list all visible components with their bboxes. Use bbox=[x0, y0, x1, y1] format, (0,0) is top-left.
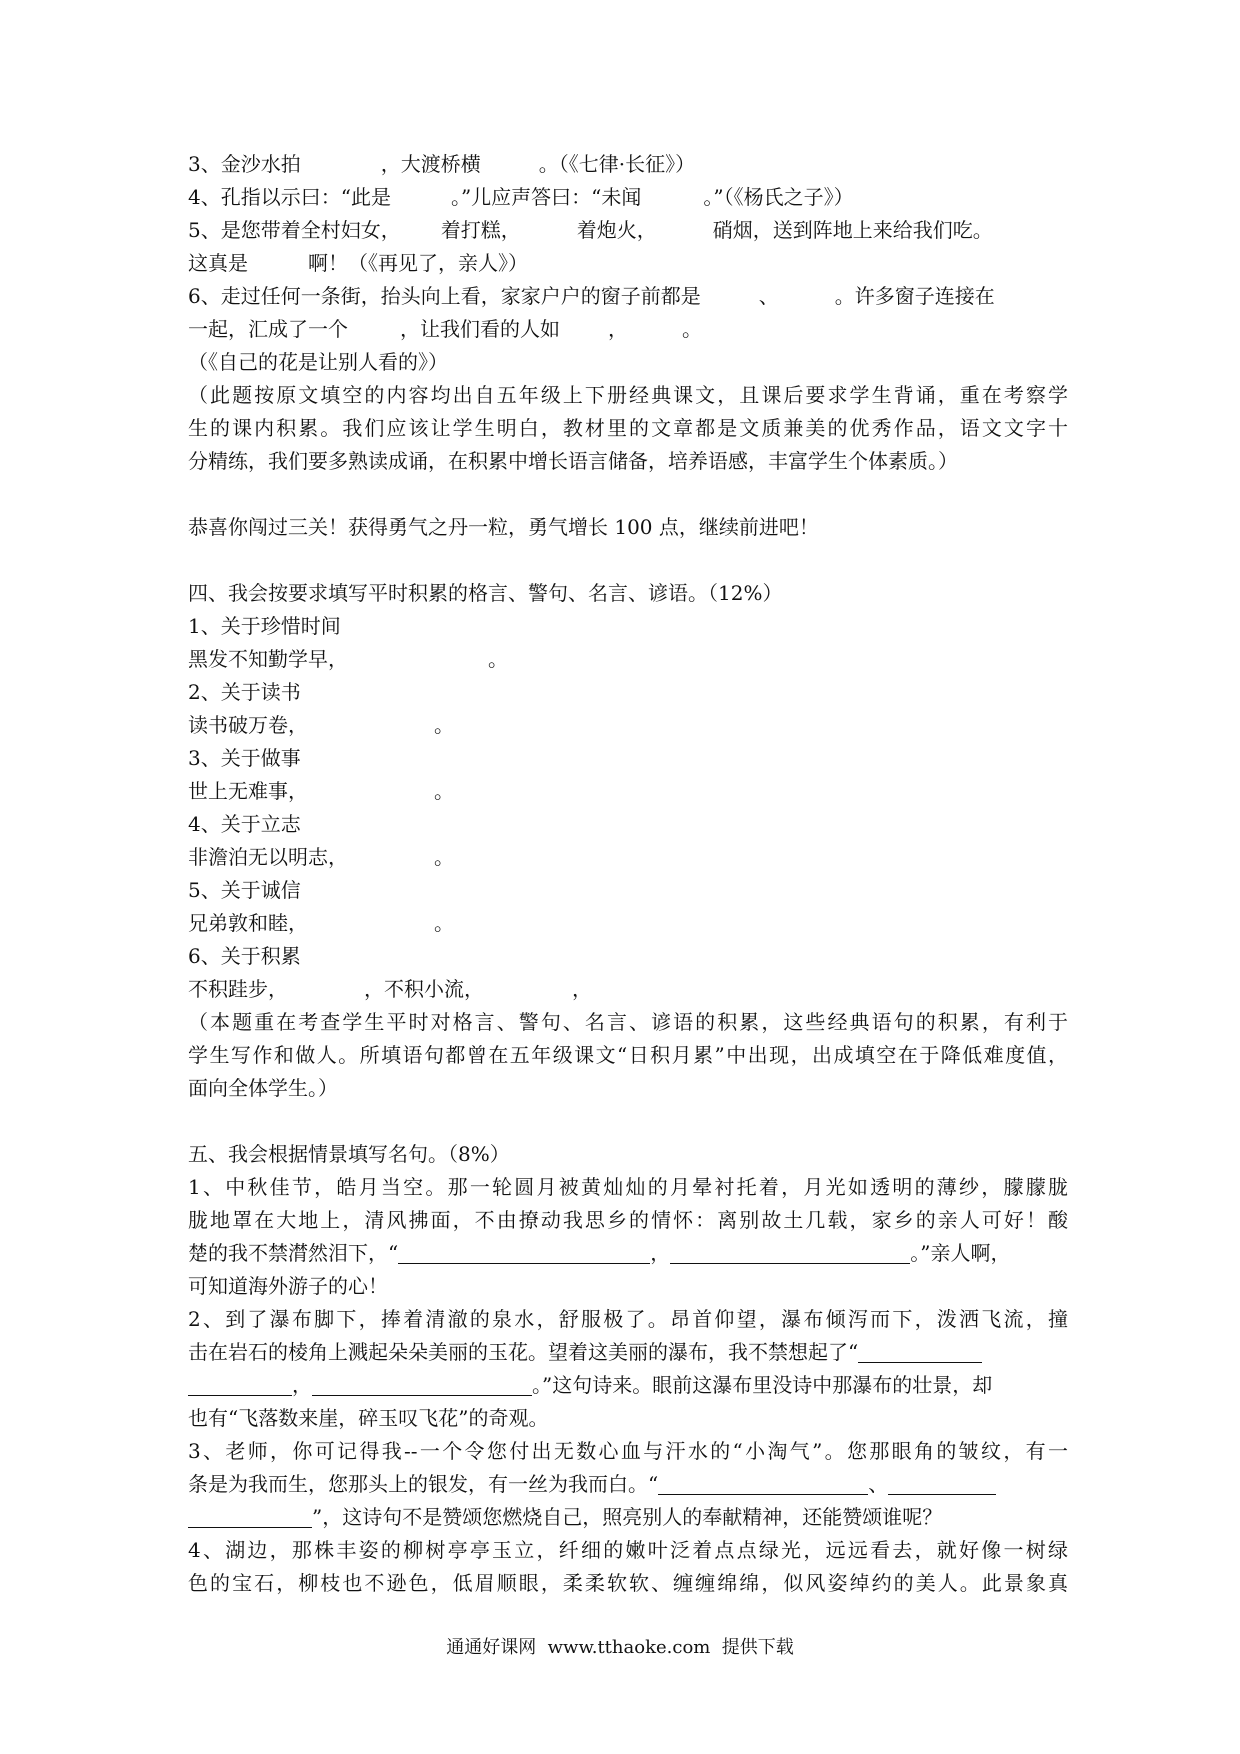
section-5-q1-line4: 可知道海外游子的心！ bbox=[188, 1274, 388, 1298]
section-4-item6-prompt: 不积跬步， ，不积小流， ， bbox=[188, 977, 592, 1001]
document-page bbox=[188, 148, 1068, 1600]
section-5-q2-line3: ， 。”这句诗来。眼前这瀑布里没诗中那瀑布的壮景，却 bbox=[188, 1369, 1068, 1402]
teacher-note-4-line1: （本题重在考查学生平时对格言、警句、名言、谚语的积累，这些经典语句的积累，有利于 bbox=[188, 1010, 1068, 1034]
answer-blank[interactable] bbox=[658, 1474, 868, 1495]
answer-blank[interactable] bbox=[888, 1474, 996, 1495]
section-5-q4-line2: 色的宝石，柳枝也不逊色，低眉顺眼，柔柔软软、缠缠绵绵，似风姿绰约的美人。此景象真 bbox=[188, 1571, 1068, 1595]
section-4-item1-topic: 1、关于珍惜时间 bbox=[188, 614, 341, 638]
section-4-item1-prompt: 黑发不知勤学早， 。 bbox=[188, 647, 508, 671]
section-4-item4-topic: 4、关于立志 bbox=[188, 812, 301, 836]
teacher-note-3-line1: （此题按原文填空的内容均出自五年级上下册经典课文，且课后要求学生背诵，重在考察学 bbox=[188, 383, 1068, 407]
section-4-item3-topic: 3、关于做事 bbox=[188, 746, 301, 770]
answer-blank[interactable] bbox=[670, 1243, 910, 1264]
question-3-5: 5、是您带着全村妇女， 着打糕， 着炮火， 硝烟，送到阵地上来给我们吃。 bbox=[188, 218, 993, 242]
section-5-q4-line1: 4、湖边，那株丰姿的柳树亭亭玉立，纤细的嫩叶泛着点点绿光，远远看去，就好像一树绿 bbox=[188, 1538, 1068, 1562]
page-footer: 通通好课网 www.tthaoke.com 提供下载 bbox=[446, 1637, 794, 1658]
section-5-q1-line2: 胧地罩在大地上，清风拂面，不由撩动我思乡的情怀：离别故土几载，家乡的亲人可好！酸 bbox=[188, 1208, 1068, 1232]
teacher-note-4-line3: 面向全体学生。） bbox=[188, 1076, 338, 1100]
section-5-q3-line3: ”，这诗句不是赞颂您燃烧自己，照亮别人的奉献精神，还能赞颂谁呢？ bbox=[188, 1501, 1068, 1534]
section-4-item2-topic: 2、关于读书 bbox=[188, 680, 301, 704]
answer-blank[interactable] bbox=[858, 1342, 982, 1363]
section-4-item6-topic: 6、关于积累 bbox=[188, 944, 301, 968]
section-5-q1-line3: 楚的我不禁潸然泪下，“ ， 。”亲人啊， bbox=[188, 1241, 1011, 1265]
section-4-item5-topic: 5、关于诚信 bbox=[188, 878, 301, 902]
question-3-6: 6、走过任何一条街，抬头向上看，家家户户的窗子前都是 、 。许多窗子连接在 bbox=[188, 284, 995, 308]
answer-blank[interactable] bbox=[312, 1375, 532, 1396]
section-5-q2-line4: 也有“飞落数来崖，碎玉叹飞花”的奇观。 bbox=[188, 1406, 549, 1430]
section-4-item3-prompt: 世上无难事， 。 bbox=[188, 779, 454, 803]
question-3-4: 4、孔指以示曰：“此是 。”儿应声答曰：“未闻 。”（《杨氏之子》） bbox=[188, 185, 854, 209]
question-3-6-cont: 一起，汇成了一个 ，让我们看的人如 ， 。 bbox=[188, 317, 702, 341]
section-5-q2-line2: 击在岩石的棱角上溅起朵朵美丽的玉花。望着这美丽的瀑布，我不禁想起了“ bbox=[188, 1336, 1068, 1369]
section-5-q3-line1: 3、老师，你可记得我--一个令您付出无数心血与汗水的“小淘气”。您那眼角的皱纹，有一 bbox=[188, 1439, 1068, 1463]
answer-blank[interactable] bbox=[188, 1375, 292, 1396]
section-4-item4-prompt: 非澹泊无以明志， 。 bbox=[188, 845, 454, 869]
answer-blank[interactable] bbox=[398, 1243, 650, 1264]
section-4-title: 四、我会按要求填写平时积累的格言、警句、名言、谚语。（12%） bbox=[188, 581, 783, 605]
teacher-note-4-line2: 学生写作和做人。所填语句都曾在五年级课文“日积月累”中出现，出成填空在于降低难度值， bbox=[188, 1043, 1068, 1067]
section-5-q2-line1: 2、到了瀑布脚下，捧着清澈的泉水，舒服极了。昂首仰望，瀑布倾泻而下，泼洒飞流，撞 bbox=[188, 1307, 1068, 1331]
answer-blank[interactable] bbox=[188, 1507, 312, 1528]
section-5-q1-line1: 1、中秋佳节，皓月当空。那一轮圆月被黄灿灿的月晕衬托着，月光如透明的薄纱，朦朦胧 bbox=[188, 1175, 1068, 1199]
teacher-note-3-line3: 分精练，我们要多熟读成诵，在积累中增长语言储备，培养语感，丰富学生个体素质。） bbox=[188, 449, 958, 473]
question-3-6-source: （《自己的花是让别人看的》） bbox=[188, 350, 448, 374]
teacher-note-3-line2: 生的课内积累。我们应该让学生明白，教材里的文章都是文质兼美的优秀作品，语文文字十 bbox=[188, 416, 1068, 440]
section-4-item2-prompt: 读书破万卷， 。 bbox=[188, 713, 454, 737]
question-3-3: 3、金沙水拍 ，大渡桥横 。（《七律·长征》） bbox=[188, 152, 696, 176]
section-5-title: 五、我会根据情景填写名句。（8%） bbox=[188, 1142, 510, 1166]
section-4-item5-prompt: 兄弟敦和睦， 。 bbox=[188, 911, 454, 935]
congrats-message: 恭喜你闯过三关！获得勇气之丹一粒，勇气增长 100 点，继续前进吧！ bbox=[188, 515, 819, 539]
question-3-5-cont: 这真是 啊！（《再见了，亲人》） bbox=[188, 251, 528, 275]
section-5-q3-line2: 条是为我而生，您那头上的银发，有一丝为我而白。“ 、 bbox=[188, 1468, 1068, 1501]
